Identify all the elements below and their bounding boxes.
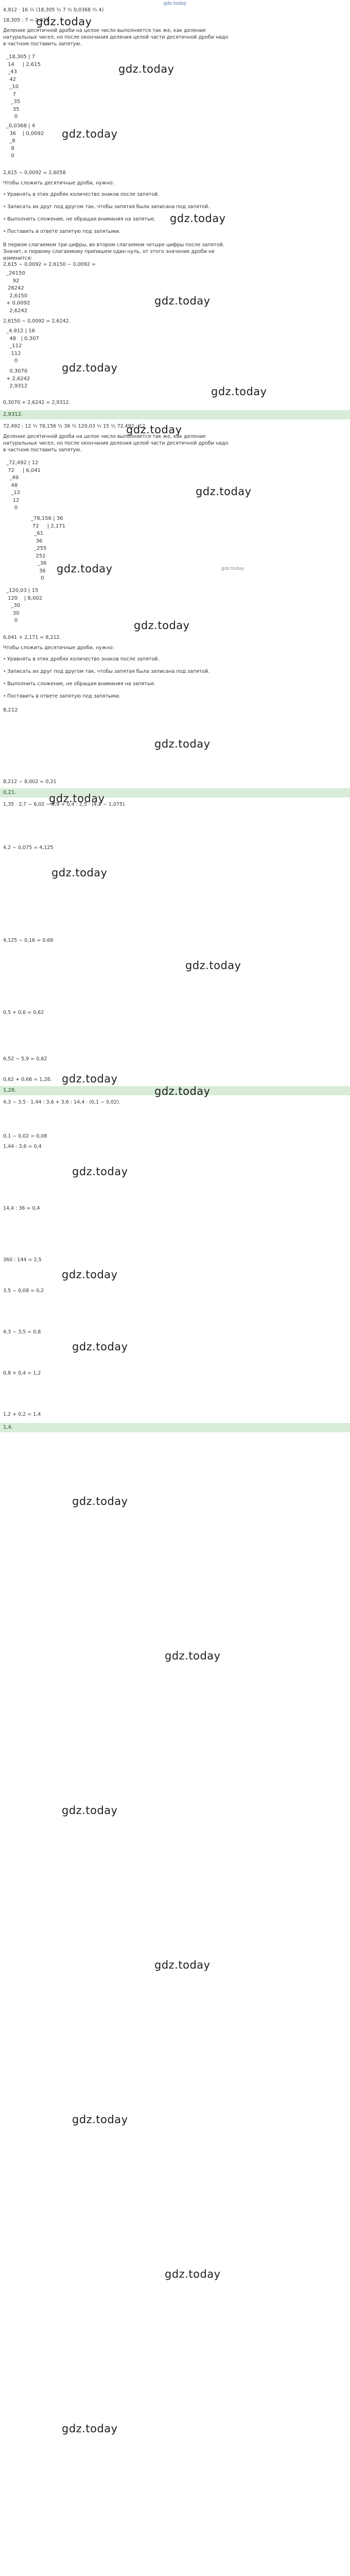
equation: 0,3070 + 2,6242 = 2,9312. — [3, 400, 71, 405]
equation: 8,212 − 8,002 = 0,21 — [3, 779, 57, 785]
watermark: gdz.today — [62, 1073, 118, 1085]
mid-result: 8,212 — [3, 707, 18, 713]
calc-line: 48 — [6, 482, 18, 488]
calc-line: _12 — [6, 490, 21, 496]
column-addition — [6, 368, 30, 391]
add-intro: Чтобы сложить десятичные дроби, нужно: — [3, 645, 114, 651]
rule-step: • Уравнять в этих дробях количество знаков после запятой. — [3, 192, 160, 197]
equation: 6,52 − 5,9 = 0,62 — [3, 1056, 47, 1062]
rule-paragraph: Деление десятичной дроби на целое число выполняется так же, как деление натуральных чисел, но после окончания деления целой части десятичной дроби надо в частном поставить запятую. — [3, 28, 229, 47]
rule-step-text: Записать их друг под другом так, чтобы запятая была записана под запятой. — [7, 204, 210, 210]
watermark: gdz.today — [51, 867, 108, 879]
task-header-3: 1,35 · 2,7 − 6,02 − 5,9 + 0,4 : 2,5 · (4,2 − 1,075). — [3, 802, 126, 807]
calc-line: 36 — [31, 538, 43, 544]
calc-line: _30 — [6, 603, 21, 608]
rule-step: • Уравнять в этих дробях количество знаков после запятой. — [3, 656, 160, 662]
calc-line: 92 — [6, 278, 20, 284]
watermark: gdz.today — [72, 1495, 128, 1507]
watermark: gdz.today — [49, 792, 105, 805]
answer-highlight: 1,4. — [0, 1423, 350, 1432]
watermark: gdz.today — [62, 1268, 118, 1281]
watermark: gdz.today — [36, 15, 92, 28]
long-division-1 — [6, 54, 41, 121]
watermark: gdz.today — [62, 362, 118, 374]
calc-line: 2,6242 — [6, 308, 28, 314]
rule-step: • Выполнить сложение, не обращая внимания на запятые. — [3, 216, 156, 222]
calc-line: 72 | 6,041 — [6, 467, 41, 473]
watermark: gdz.today — [134, 619, 190, 632]
watermark: gdz.today — [72, 1341, 128, 1353]
calc-line: _43 — [6, 69, 17, 75]
watermark: gdz.today — [196, 485, 252, 498]
long-division-2 — [6, 123, 44, 160]
calc-line: 42 — [6, 76, 16, 82]
rule-step-text: Записать их друг под другом так, чтобы запятая была записана под запятой. — [7, 669, 210, 674]
calc-line: 0 — [6, 505, 18, 511]
watermark: gdz.today — [165, 1650, 221, 1662]
watermark: gdz.today — [57, 563, 113, 575]
calc-line: 0 — [6, 153, 14, 159]
add-note: В первом слагаемом три цифры, во втором слагаемом четыре цифры после запятой. Значит, к первому слагаемому припишем один нуль, от этого значение дроби не изменится: — [3, 242, 224, 261]
watermark: gdz.today — [154, 738, 211, 750]
calc-line: _78,156 | 36 — [31, 516, 63, 521]
rule-step-text: Уравнять в этих дробях количество знаков после запятой. — [7, 656, 160, 662]
calc-line: 14 | 2,615 — [6, 61, 41, 67]
equation: 360 : 144 = 2,5 — [3, 1257, 42, 1263]
calc-line: 120 | 8,002 — [6, 595, 43, 601]
watermark: gdz.today — [126, 423, 182, 436]
equation: 0,5 + 0,6 = 0,62 — [3, 1010, 44, 1015]
equation: 1,2 + 0,2 = 1,4 — [3, 1412, 41, 1417]
calc-line: 2,6150 — [6, 293, 28, 299]
calc-line: 7 — [6, 91, 16, 97]
watermark: gdz.today — [154, 1085, 211, 1097]
equation: 3,5 − 0,08 = 0,2 — [3, 1288, 44, 1294]
long-division-6 — [6, 587, 42, 625]
calc-line: 0 — [6, 114, 18, 120]
calc-line: 0 — [6, 358, 18, 364]
column-addition — [6, 270, 30, 315]
calc-line: 112 — [6, 350, 21, 357]
rule-step-text: Поставить в ответе запятую под запятыми. — [7, 693, 121, 699]
equation: 4,125 − 0,16 = 0,66 — [3, 938, 54, 943]
calc-line: + 2,6242 — [6, 376, 30, 382]
equation: 2,615 − 0,0092 = 2,6058 — [3, 170, 66, 176]
calc-line: _49 — [6, 475, 19, 481]
equation: 6,041 + 2,171 = 8,212. — [3, 635, 61, 640]
rule-step: • Выполнить сложение, не обращая внимания на запятые. — [3, 681, 156, 687]
equation: 0,62 + 0,66 = 1,28. — [3, 1077, 52, 1082]
rule-step-text: Выполнить сложение, не обращая внимания на запятые. — [7, 216, 156, 222]
calc-line: _112 — [6, 343, 22, 349]
equation: 0,8 + 0,4 = 1,2 — [3, 1370, 41, 1376]
calc-line: 0,3070 — [6, 368, 28, 374]
watermark: gdz.today — [165, 2268, 221, 2280]
rule-step-text: Выполнить сложение, не обращая внимания на запятые. — [7, 681, 156, 687]
long-division-3 — [6, 328, 39, 365]
watermark: gdz.today — [62, 1804, 118, 1817]
answer-highlight: 2,9312. — [0, 410, 350, 419]
equation: 18,305 : 7 = 2,615 — [3, 18, 49, 23]
calc-line: _36 — [31, 561, 47, 566]
site-header[interactable]: gdz.today — [163, 1, 187, 6]
calc-line: _120,03 | 15 — [6, 588, 39, 594]
calc-line: _0,0368 | 4 — [6, 123, 36, 129]
answer-highlight: 0,21. — [0, 788, 350, 798]
calc-line: _35 — [6, 99, 21, 105]
rule-step-text: Уравнять в этих дробях количество знаков после запятой. — [7, 192, 160, 197]
watermark: gdz.today — [118, 63, 174, 75]
calc-line: _8 — [6, 138, 15, 144]
calc-line: 72 | 2,171 — [31, 523, 65, 529]
task-header-1: 4,912 · 16 ¹⁄₂ (18,305 ¹⁄₂ 7 ¹⁄₂ 0,0368 ¹⁄₂ 4) — [3, 7, 104, 13]
watermark: gdz.today — [211, 385, 267, 398]
calc-line: 30 — [6, 610, 20, 616]
rule-step: • Поставить в ответе запятую под запятыми. — [3, 229, 121, 234]
calc-line: 26242 — [6, 285, 24, 291]
watermark: gdz.today — [170, 212, 226, 225]
calc-line: _26150 — [6, 270, 25, 276]
calc-line: 36 | 0,0092 — [6, 130, 44, 137]
watermark: gdz.today — [72, 2113, 128, 2126]
calc-line: 36 — [31, 568, 46, 574]
rule-step-text: Поставить в ответе запятую под запятыми. — [7, 229, 121, 234]
calc-line: _18,305 | 7 — [6, 54, 36, 60]
task-header-2: 72,492 : 12 ¹⁄₂ 78,156 ¹⁄₂ 36 ¹⁄₂ 120,03 ¹⁄₂ 15 ¹⁄₂ 72,492 : 12. — [3, 423, 147, 429]
watermark: gdz.today — [62, 2422, 118, 2435]
calc-line: _72,492 | 12 — [6, 460, 39, 466]
calc-line: _10 — [6, 84, 19, 90]
rule-step: • Записать их друг под другом так, чтобы запятая была записана под запятой. — [3, 204, 210, 210]
calc-line: + 0,0092 — [6, 300, 30, 306]
equation: 14,4 : 36 = 0,4 — [3, 1206, 40, 1211]
rule-step: • Поставить в ответе запятую под запятыми. — [3, 693, 121, 699]
watermark: gdz.today — [154, 295, 211, 307]
answer-highlight: 1,28. — [0, 1086, 350, 1095]
rule-paragraph: Деление десятичной дроби на целое число выполняется так же, как деление натуральных чисел, но после окончания деления целой части десятичной дроби надо в частном поставить запятую. — [3, 434, 229, 453]
equation: 0,1 − 0,02 = 0,08 — [3, 1133, 47, 1139]
long-division-4 — [6, 460, 41, 512]
calc-line: 0 — [31, 575, 44, 581]
calc-line: _61 — [31, 531, 44, 536]
equation: 2,6150 − 0,0092 = 2,6242. — [3, 318, 71, 324]
calc-line: 2,9312 — [6, 383, 28, 389]
watermark: gdz.today — [72, 1165, 128, 1178]
equation: 4,2 − 0,075 = 4,125 — [3, 845, 54, 851]
watermark-small: gdz.today — [221, 566, 244, 571]
watermark: gdz.today — [154, 1959, 211, 1971]
calc-line: 8 — [6, 145, 14, 151]
rule-step: • Записать их друг под другом так, чтобы запятая была записана под запятой. — [3, 669, 210, 674]
equation: 2,615 − 0,0092 = 2,6150 − 0,0092 = — [3, 262, 96, 267]
calc-line: 12 — [6, 497, 20, 503]
calc-line: 0 — [6, 618, 18, 623]
calc-line: _4,912 | 16 — [6, 328, 36, 334]
equation: 4,3 − 3,5 = 0,8 — [3, 1329, 41, 1335]
calc-line: 252 — [31, 553, 46, 559]
equation: 1,44 : 3,6 = 0,4 — [3, 1144, 42, 1149]
add-intro: Чтобы сложить десятичные дроби, нужно: — [3, 180, 114, 186]
calc-line: 48 | 0,307 — [6, 335, 39, 342]
task-header-4: 4,3 − 3,5 · 1,44 : 3,6 + 3,6 : 14,4 · (0,1 − 0,02). — [3, 1099, 121, 1105]
watermark: gdz.today — [185, 959, 241, 972]
watermark: gdz.today — [62, 128, 118, 140]
calc-line: _255 — [31, 546, 47, 551]
calc-line: 35 — [6, 106, 20, 112]
